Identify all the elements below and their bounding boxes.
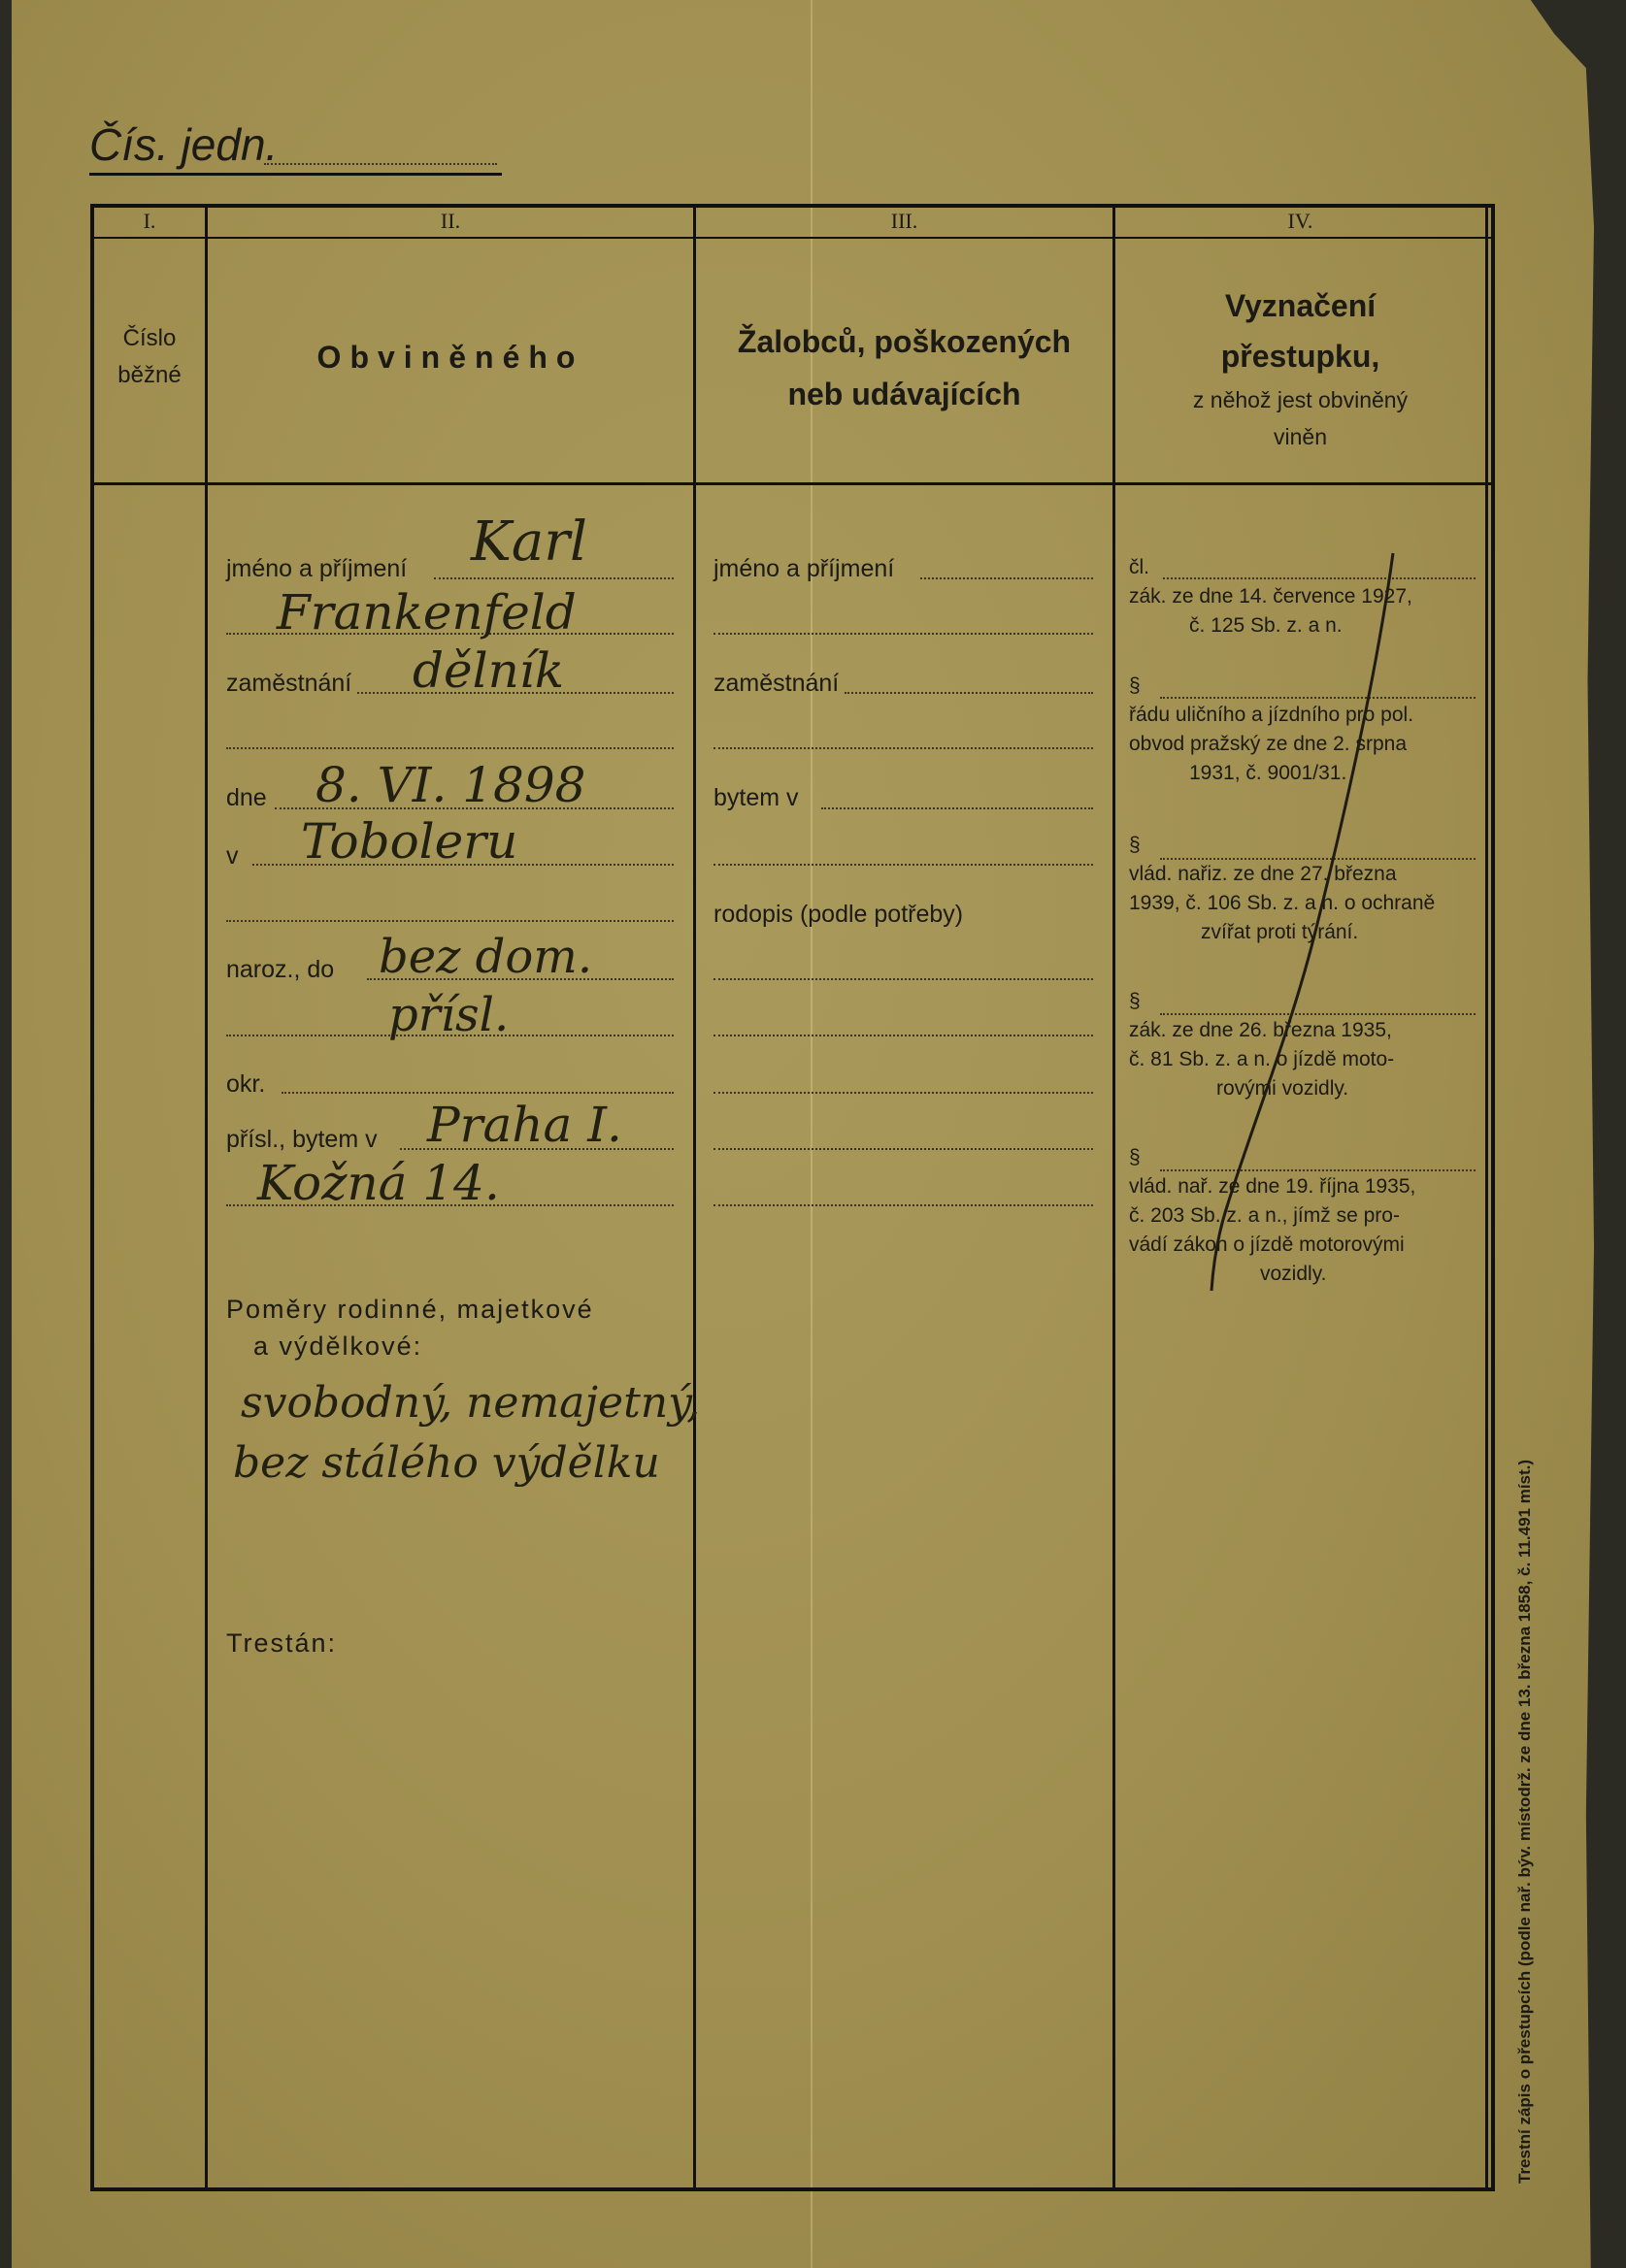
offence-1-line2: č. 125 Sb. z. a n.: [1189, 614, 1343, 637]
defendant-born-to-value1: bez dom.: [379, 930, 593, 984]
col3-title: [696, 315, 1112, 420]
plaintiff-line-10: [713, 1092, 1093, 1094]
offence-2-prefix: §: [1129, 674, 1141, 697]
roman-row-rule: [90, 237, 1494, 239]
table-right-border: [1491, 204, 1495, 2191]
plaintiff-line-4: [713, 747, 1093, 749]
col4-title-line1: Vyznačení: [1224, 288, 1377, 323]
defendant-place-label: v: [226, 842, 239, 870]
table-left-border: [90, 204, 94, 2191]
col1-title-line2: běžné: [117, 362, 182, 388]
table-top-border: [90, 204, 1494, 208]
col-number-3: III.: [890, 209, 918, 233]
header-bottom-border: [90, 482, 1494, 485]
circumstances-label-line2: a výdělkové:: [253, 1331, 423, 1361]
col-divider-4: [1485, 204, 1488, 2191]
defendant-district-line: [282, 1092, 674, 1094]
defendant-date-value: 8. VI. 1898: [315, 757, 586, 813]
col4-subtitle-line1: z něhož jest obviněný: [1192, 387, 1409, 412]
offence-5-prefix: §: [1129, 1146, 1141, 1168]
col-divider-1: [205, 204, 208, 2191]
defendant-born-to-value2: přísl.: [388, 988, 510, 1042]
offence-1-prefix: čl.: [1129, 556, 1149, 578]
plaintiff-residence-label: bytem v: [713, 784, 799, 811]
offence-5-line1: vlád. nař. ze dne 19. října 1935,: [1129, 1175, 1416, 1198]
plaintiff-line-8: [713, 978, 1093, 980]
defendant-punished-label: Trestán:: [226, 1628, 338, 1658]
offence-3-prefix: §: [1129, 834, 1141, 856]
offence-4-prefix: §: [1129, 990, 1141, 1012]
offence-4-line1: zák. ze dne 26. března 1935,: [1129, 1019, 1392, 1041]
defendant-residence-value1: Praha I.: [427, 1097, 622, 1153]
plaintiff-line-11: [713, 1148, 1093, 1150]
plaintiff-line-12: [713, 1204, 1093, 1206]
col3-title-line2: neb udávajících: [787, 377, 1021, 411]
defendant-born-to-label: naroz., do: [226, 956, 335, 983]
plaintiff-name-label: jméno a příjmení: [713, 555, 895, 582]
col-divider-3: [1112, 204, 1115, 2191]
col4-title-line2: přestupku,: [1220, 339, 1380, 374]
offence-2-line1: řádu uličního a jízdního pro pol.: [1129, 704, 1414, 726]
cis-jedn-label: Čís. jedn.: [89, 119, 279, 170]
col-number-1: I.: [143, 209, 156, 233]
defendant-place-value: Toboleru: [301, 813, 518, 870]
defendant-residence-label: přísl., bytem v: [226, 1126, 378, 1153]
defendant-blank-line-2: [226, 920, 674, 922]
table-bottom-border: [90, 2187, 1494, 2191]
defendant-blank-line-1: [226, 747, 674, 749]
defendant-circumstances-label: [226, 1291, 594, 1364]
defendant-name-last: Frankenfeld: [277, 584, 577, 641]
col-number-4: IV.: [1287, 209, 1313, 233]
col3-title-line1: Žalobců, poškozených: [737, 324, 1072, 359]
defendant-district-label: okr.: [226, 1070, 266, 1098]
offence-4-line3: rovými vozidly.: [1216, 1077, 1349, 1100]
col4-subtitle-line2: viněn: [1274, 424, 1327, 449]
defendant-name-first: Karl: [471, 510, 587, 574]
form-reference-note: Trestní zápis o přestupcích (podle nař. býv. místodrž. ze dne 13. března 1858, č. 11.491 míst.): [1515, 1459, 1534, 2184]
strike-through-mark: [1116, 543, 1408, 1300]
offence-3-line1: vlád. nařiz. ze dne 27. března: [1129, 863, 1397, 885]
defendant-circumstances-value1: svobodný, nemajetný,: [241, 1378, 701, 1428]
col-number-2: II.: [440, 209, 461, 233]
defendant-occupation-label: zaměstnání: [226, 670, 352, 697]
offence-2-line3: 1931, č. 9001/31.: [1189, 762, 1347, 784]
defendant-circumstances-value2: bez stálého výdělku: [233, 1438, 660, 1488]
plaintiff-occupation-label: zaměstnání: [713, 670, 840, 697]
defendant-occupation-value: dělník: [413, 642, 565, 699]
offence-2-line2: obvod pražský ze dne 2. srpna: [1129, 733, 1408, 755]
cis-jedn-field: [264, 163, 497, 165]
plaintiff-occupation-line: [845, 692, 1093, 694]
offence-5-line3: vádí zákon o jízdě motorovými: [1129, 1233, 1405, 1256]
offence-3-line3: zvířat proti týrání.: [1201, 921, 1359, 943]
offence-4-line2: č. 81 Sb. z. a n. o jízdě moto-: [1129, 1048, 1395, 1070]
col4-title: [1115, 279, 1485, 454]
offence-5-line4: vozidly.: [1260, 1263, 1327, 1285]
defendant-residence-value2: Kožná 14.: [257, 1155, 500, 1211]
col-divider-2: [693, 204, 696, 2191]
col2-title: Obviněného: [316, 340, 584, 375]
header-rule: [89, 173, 502, 176]
plaintiff-name-line: [920, 577, 1093, 579]
plaintiff-line-9: [713, 1035, 1093, 1036]
plaintiff-line-6: [713, 864, 1093, 866]
plaintiff-residence-line: [821, 807, 1093, 809]
plaintiff-description-label: rodopis (podle potřeby): [713, 901, 964, 928]
offence-1-line1: zák. ze dne 14. července 1927,: [1129, 585, 1412, 608]
defendant-date-label: dne: [226, 784, 267, 811]
defendant-name-line1: [434, 577, 674, 579]
offence-3-line2: 1939, č. 106 Sb. z. a n. o ochraně: [1129, 892, 1436, 914]
circumstances-label-line1: Poměry rodinné, majetkové: [226, 1295, 594, 1324]
plaintiff-line-2: [713, 633, 1093, 635]
defendant-name-label: jméno a příjmení: [226, 555, 408, 582]
offence-5-line2: č. 203 Sb. z. a n., jímž se pro-: [1129, 1204, 1400, 1227]
col1-title: [94, 320, 205, 394]
col1-title-line1: Číslo: [122, 325, 177, 351]
